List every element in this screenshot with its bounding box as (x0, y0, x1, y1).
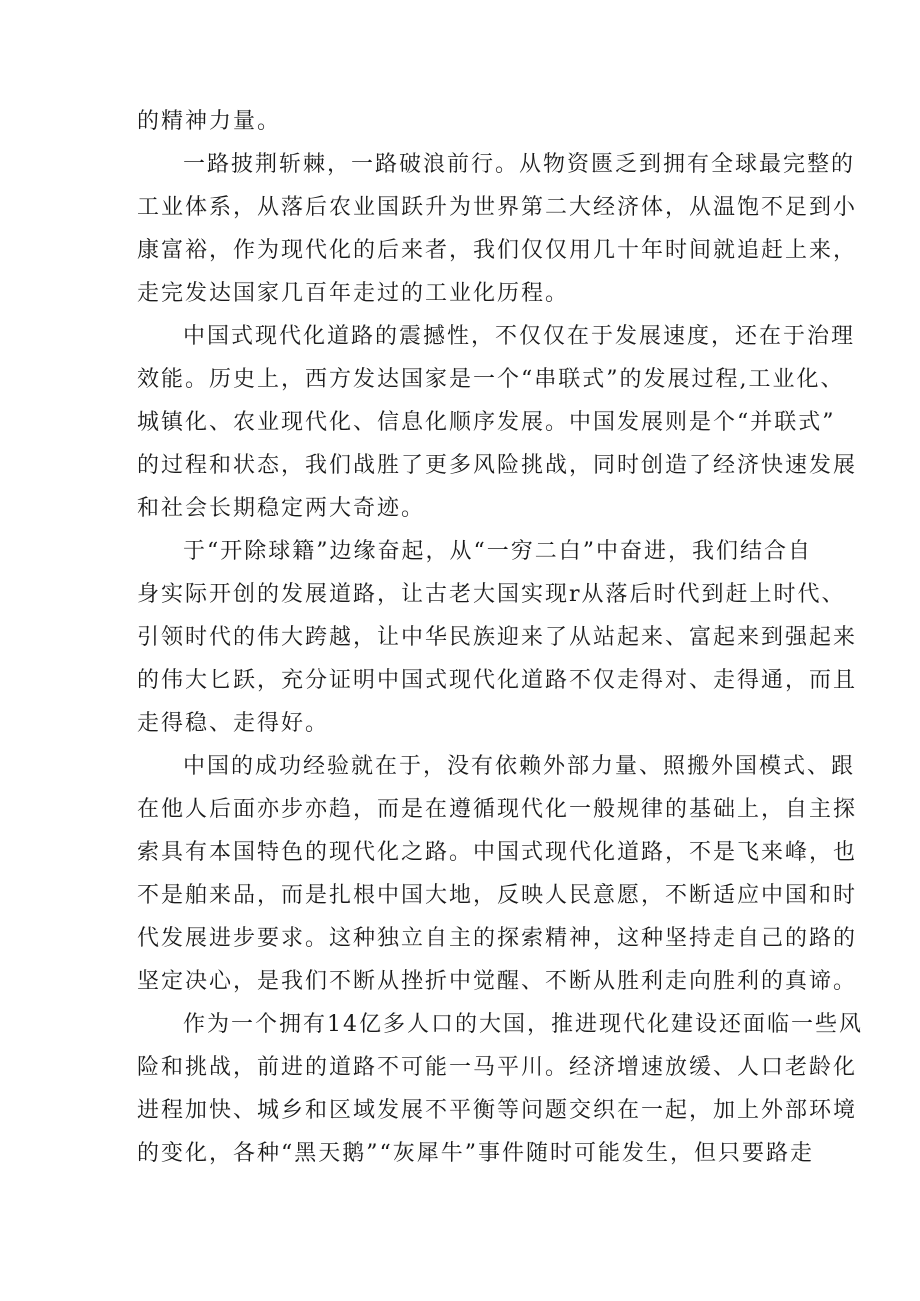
text-line: 代发展进步要求。这种独立自主的探索精神，这种坚持走自己的路的 (137, 926, 858, 951)
text-line: 于“开除球籍”边缘奋起，从“一穷二白”中奋进，我们结合自 (183, 539, 812, 564)
text-line: 效能。历史上，西方发达国家是一个“串联式”的发展过程,工业化、 (137, 367, 845, 392)
text-line: 走得稳、走得好。 (137, 711, 330, 736)
text-line: 走完发达国家几百年走过的工业化历程。 (137, 281, 570, 306)
text-line: 进程加快、城乡和区域发展不平衡等问题交织在一起，加上外部环境 (137, 1098, 858, 1123)
text-line: 工业体系，从落后农业国跃升为世界第二大经济体，从温饱不足到小 (137, 195, 858, 220)
body-text (137, 100, 863, 1175)
text-line: 的过程和状态，我们战胜了更多风险挑战，同时创造了经济快速发展 (137, 453, 858, 478)
text-line: 不是舶来品，而是扎根中国大地，反映人民意愿，不断适应中国和时 (137, 883, 858, 908)
text-line: 中国的成功经验就在于，没有依赖外部力量、照搬外国模式、跟 (183, 754, 856, 779)
text-line: 在他人后面亦步亦趋，而是在遵循现代化一般规律的基础上，自主探 (137, 797, 858, 822)
text-line: 引领时代的伟大跨越，让中华民族迎来了从站起来、富起来到强起来 (137, 625, 858, 650)
text-line: 康富裕，作为现代化的后来者，我们仅仅用几十年时间就追赶上来， (137, 238, 858, 263)
text-line: 的精神力量。 (137, 109, 282, 134)
text-line: 城镇化、农业现代化、信息化顺序发展。中国发展则是个“并联式” (137, 410, 836, 435)
text-line: 和社会长期稳定两大奇迹。 (137, 496, 426, 521)
text-line: 中国式现代化道路的震撼性，不仅仅在于发展速度，还在于治理 (183, 324, 856, 349)
text-line: 坚定决心，是我们不断从挫折中觉醒、不断从胜利走向胜利的真谛。 (137, 969, 858, 994)
text-line: 作为一个拥有14亿多人口的大国，推进现代化建设还面临一些风 (183, 1012, 863, 1037)
text-line: 身实际开创的发展道路，让古老大国实现r从落后时代到赶上时代、 (137, 582, 846, 607)
text-line: 的变化，各种“黑天鹅”“灰犀牛”事件随时可能发生，但只要路走 (137, 1141, 814, 1166)
text-line: 一路披荆斩棘，一路破浪前行。从物资匮乏到拥有全球最完整的 (183, 152, 856, 177)
text-line: 险和挑战，前进的道路不可能一马平川。经济增速放缓、人口老龄化 (137, 1055, 858, 1080)
text-line: 索具有本国特色的现代化之路。中国式现代化道路，不是飞来峰，也 (137, 840, 858, 865)
text-line: 的伟大匕跃，充分证明中国式现代化道路不仅走得对、走得通，而且 (137, 668, 858, 693)
